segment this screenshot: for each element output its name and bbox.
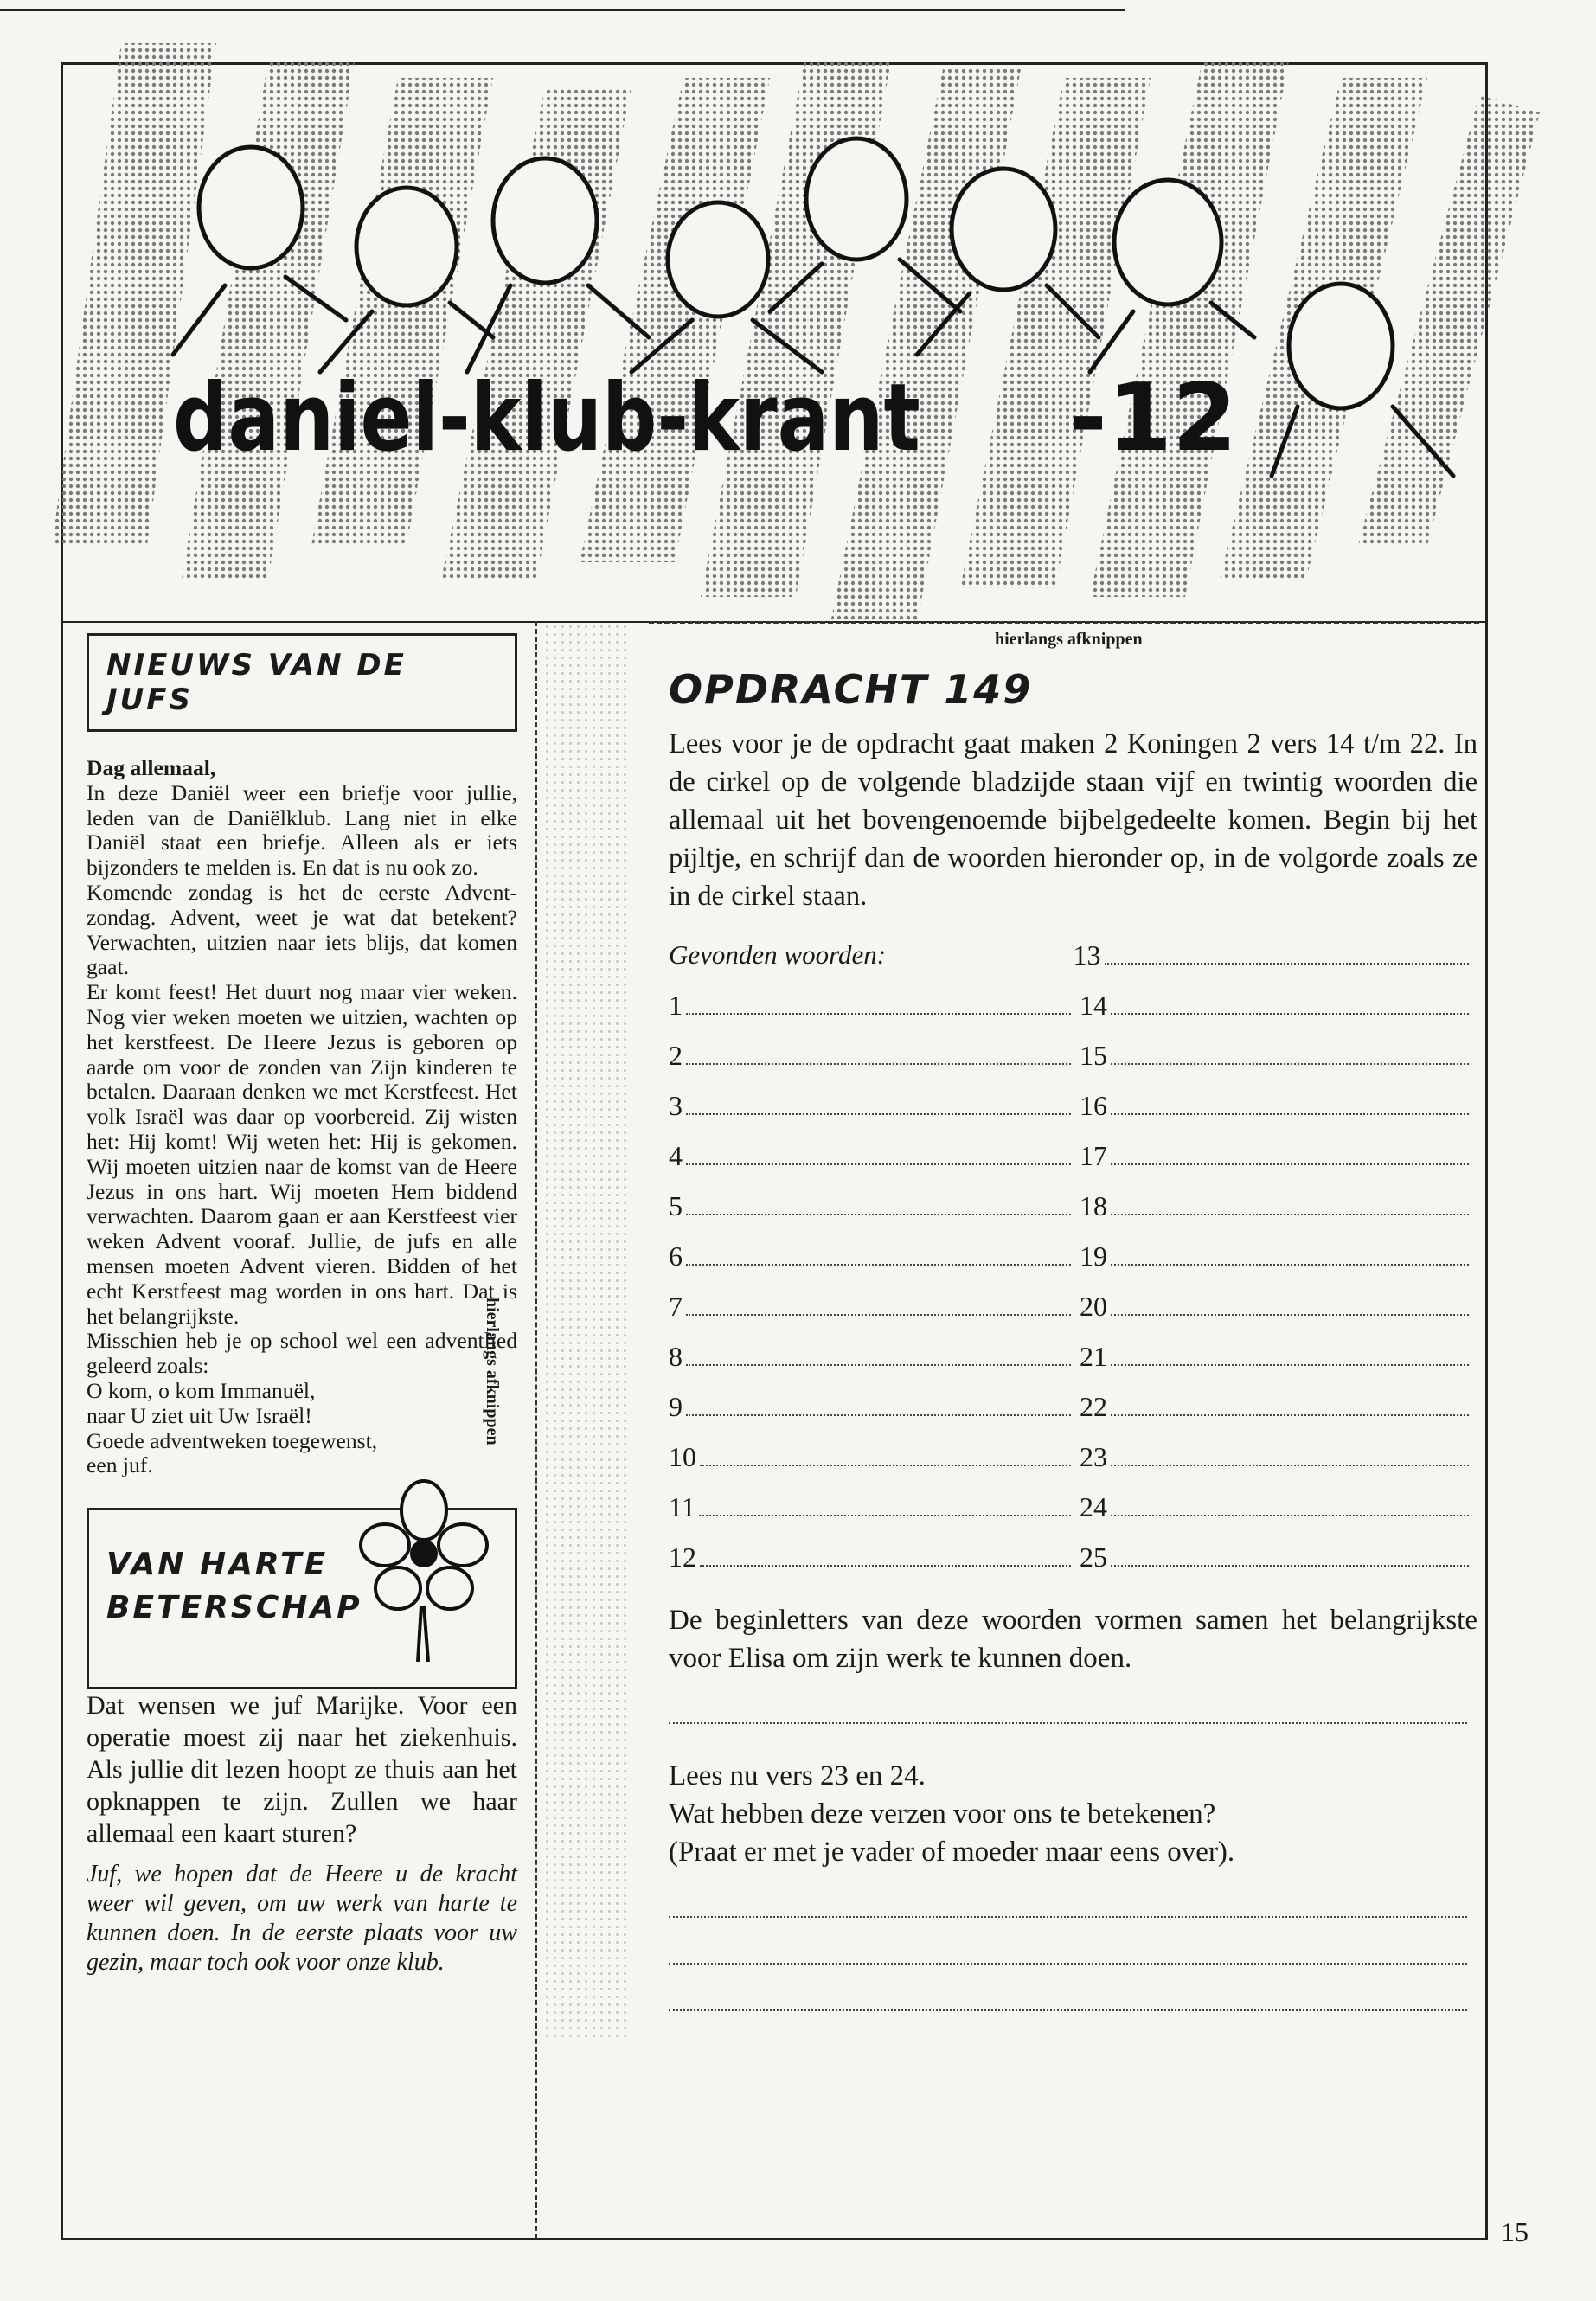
answer-line[interactable] xyxy=(1080,1040,1477,1072)
news-heading: NIEUWS VAN DE JUFS xyxy=(106,648,407,717)
answer-number: 6 xyxy=(669,1240,683,1272)
answer-number: 17 xyxy=(1080,1140,1107,1171)
top-rule xyxy=(0,9,1125,11)
answer-line[interactable] xyxy=(1080,990,1477,1022)
beterschap-heading xyxy=(106,1543,362,1630)
answer-line[interactable] xyxy=(1080,1240,1477,1272)
assignment-title: OPDRACHT 149 xyxy=(669,666,1033,713)
answer-number: 8 xyxy=(669,1341,683,1372)
answer-number: 14 xyxy=(1080,990,1107,1021)
horizontal-cut-label: hierlangs afknippen xyxy=(995,630,1143,649)
question-line: Lees nu vers 23 en 24. xyxy=(669,1760,926,1791)
answer-line[interactable] xyxy=(669,1391,1080,1423)
answer-number: 5 xyxy=(669,1190,683,1221)
answer-line[interactable] xyxy=(1080,1090,1477,1122)
answer-number: 15 xyxy=(1080,1040,1107,1071)
answer-line[interactable] xyxy=(669,1190,1080,1222)
horizontal-cut-line xyxy=(649,621,1479,624)
beterschap-box xyxy=(87,1508,517,1689)
news-paragraph: Komende zondag is het de eerste Advent-zondag. Advent, weet je wat dat betekent? Verwachten, uitzien naar iets blijs, dat komen gaat. xyxy=(87,879,517,980)
page-number: 15 xyxy=(1501,2216,1529,2247)
answer-number: 23 xyxy=(1080,1441,1107,1472)
answer-row xyxy=(669,971,1477,1022)
answer-number: 18 xyxy=(1080,1190,1107,1221)
answer-line[interactable] xyxy=(1080,1341,1477,1373)
answer-line[interactable] xyxy=(1074,939,1478,971)
answer-line[interactable] xyxy=(1080,1391,1477,1423)
answer-line[interactable] xyxy=(1080,1541,1477,1574)
news-greeting: Dag allemaal, xyxy=(87,755,216,780)
answer-number: 10 xyxy=(669,1441,696,1472)
news-paragraph: Misschien heb je op school wel een adventlied geleerd zoals: xyxy=(87,1328,517,1379)
answer-line[interactable] xyxy=(669,1140,1080,1172)
answer-number: 21 xyxy=(1080,1341,1107,1372)
answer-number: 20 xyxy=(1080,1291,1107,1322)
answer-number: 19 xyxy=(1080,1240,1107,1272)
closing-line: een juf. xyxy=(87,1452,153,1478)
vertical-cut-line xyxy=(535,621,537,2239)
question-line: (Praat er met je vader of moeder maar eens over). xyxy=(669,1836,1235,1868)
answer-number: 16 xyxy=(1080,1090,1107,1121)
vertical-cut-label: hierlangs afknippen xyxy=(483,1298,502,1445)
question-answer-line[interactable] xyxy=(669,1918,1467,1965)
answer-number: 3 xyxy=(669,1090,683,1121)
answer-line[interactable] xyxy=(669,1341,1080,1373)
answer-row xyxy=(669,1222,1477,1272)
answer-line[interactable] xyxy=(1080,1491,1477,1523)
answer-row xyxy=(669,1072,1477,1122)
beterschap-heading-line: BETERSCHAP xyxy=(106,1590,362,1626)
answer-line[interactable] xyxy=(669,1541,1080,1574)
verse-line: naar U ziet uit Uw Israël! xyxy=(87,1402,312,1428)
answer-row xyxy=(669,1172,1477,1222)
answer-line[interactable] xyxy=(669,1441,1080,1473)
answer-number: 22 xyxy=(1080,1391,1107,1422)
answer-number: 7 xyxy=(669,1291,683,1322)
assignment xyxy=(669,666,1477,2011)
answer-row xyxy=(669,1272,1477,1323)
answer-row xyxy=(669,1022,1477,1072)
answer-number: 4 xyxy=(669,1140,683,1171)
masthead-title: daniel-klub-krant xyxy=(173,363,920,473)
answer-line[interactable] xyxy=(1080,1190,1477,1222)
answer-line[interactable] xyxy=(669,1291,1080,1323)
answer-number: 1 xyxy=(669,990,683,1021)
question-line: Wat hebben deze verzen voor ons te betekenen? xyxy=(669,1798,1216,1830)
masthead xyxy=(26,26,1548,623)
issue-number: -12 xyxy=(1068,364,1238,472)
beterschap-italic: Juf, we hopen dat de Heere u de kracht weer wil geven, om uw werk van harte te kunnen doen. In de eerste plaats voor uw gezin, maar toch ook voor onze klub. xyxy=(87,1861,517,1977)
answer-row xyxy=(669,1473,1477,1523)
flower-icon xyxy=(359,1476,489,1666)
answer-line[interactable] xyxy=(1080,1441,1477,1473)
answer-number: 9 xyxy=(669,1391,683,1422)
answer-number: 24 xyxy=(1080,1491,1107,1522)
answer-number: 2 xyxy=(669,1040,683,1071)
answer-number: 11 xyxy=(669,1491,695,1522)
answer-number: 13 xyxy=(1073,939,1101,971)
conclusion-answer-line[interactable] xyxy=(669,1677,1467,1724)
answer-row xyxy=(669,1122,1477,1172)
answer-line[interactable] xyxy=(1080,1291,1477,1323)
answer-number: 25 xyxy=(1080,1541,1107,1573)
answer-line[interactable] xyxy=(1080,1140,1477,1172)
left-column xyxy=(87,633,517,1977)
answer-row xyxy=(669,1423,1477,1473)
closing-line: Goede adventweken toegewenst, xyxy=(87,1427,378,1453)
beterschap-heading-line: VAN HARTE xyxy=(106,1547,329,1583)
answer-row xyxy=(669,1523,1477,1574)
news-heading-box xyxy=(87,633,517,732)
answer-line[interactable] xyxy=(669,1040,1080,1072)
answer-row xyxy=(669,1373,1477,1423)
masthead-illustration xyxy=(26,26,1548,623)
answer-line[interactable] xyxy=(669,1240,1080,1272)
question-answer-line[interactable] xyxy=(669,1965,1467,2011)
answer-row xyxy=(669,1323,1477,1373)
answer-line[interactable] xyxy=(669,1491,1080,1523)
beterschap-paragraph: Dat wensen we juf Marijke. Voor een operatie moest zij naar het ziekenhuis. Als jullie dit lezen hoopt ze thuis aan het opknappen te zijn. Zullen we haar allemaal een kaart sturen? xyxy=(87,1691,517,1849)
answer-line[interactable] xyxy=(669,1090,1080,1122)
news-paragraph: In deze Daniël weer een briefje voor jullie, leden van de Daniëlklub. Lang niet in elke Daniël staat een briefje. Alleen als er iets bijzonders te melden is. En dat is nu ook zo. xyxy=(87,779,517,881)
verse-line: O kom, o kom Immanuël, xyxy=(87,1377,316,1403)
answer-line[interactable] xyxy=(669,990,1080,1022)
conclusion-text: De beginletters van deze woorden vormen samen het belangrijkste voor Elisa om zijn werk te kunnen doen. xyxy=(669,1605,1477,1674)
news-article xyxy=(87,756,517,1478)
beterschap-text xyxy=(87,1689,517,1977)
question-answer-line[interactable] xyxy=(669,1871,1467,1918)
news-paragraph: Er komt feest! Het duurt nog maar vier weken. Nog vier weken moeten we uitzien, wachten op het kerstfeest. De Heere Jezus is geboren op aarde om voor de zonden van Zijn kinderen te betalen. Daaraan denken we met Kerstfeest. Het volk Israël was daar op voorbereid. Zij wisten het: Hij komt! Wij weten het: Hij is gekomen. Wij moeten uitzien naar de komst van de Heere Jezus in ons hart. Wij moeten Hem biddend verwachten. Daarom gaan er aan Kerstfeest vier weken Advent vooraf. Jullie, de jufs en alle mensen moeten Advent vieren. Bidden of het echt Kerstfeest mag worden in ons hart. Dat is het belangrijkste. xyxy=(87,979,517,1329)
dotted-strip xyxy=(543,623,630,2041)
answer-number: 12 xyxy=(669,1541,696,1573)
assignment-intro: Lees voor je de opdracht gaat maken 2 Koningen 2 vers 14 t/m 22. In de cirkel op de volgende bladzijde staan vijf en twintig woorden die allemaal uit het bovengenoemde bijbelgedeelte komen. Begin bij het pijltje, en schrijf dan de woorden hieronder op, in de volgorde zoals ze in de cirkel staan. xyxy=(669,728,1477,912)
found-words-header xyxy=(669,939,1477,971)
found-words-label: Gevonden woorden: xyxy=(669,939,887,970)
